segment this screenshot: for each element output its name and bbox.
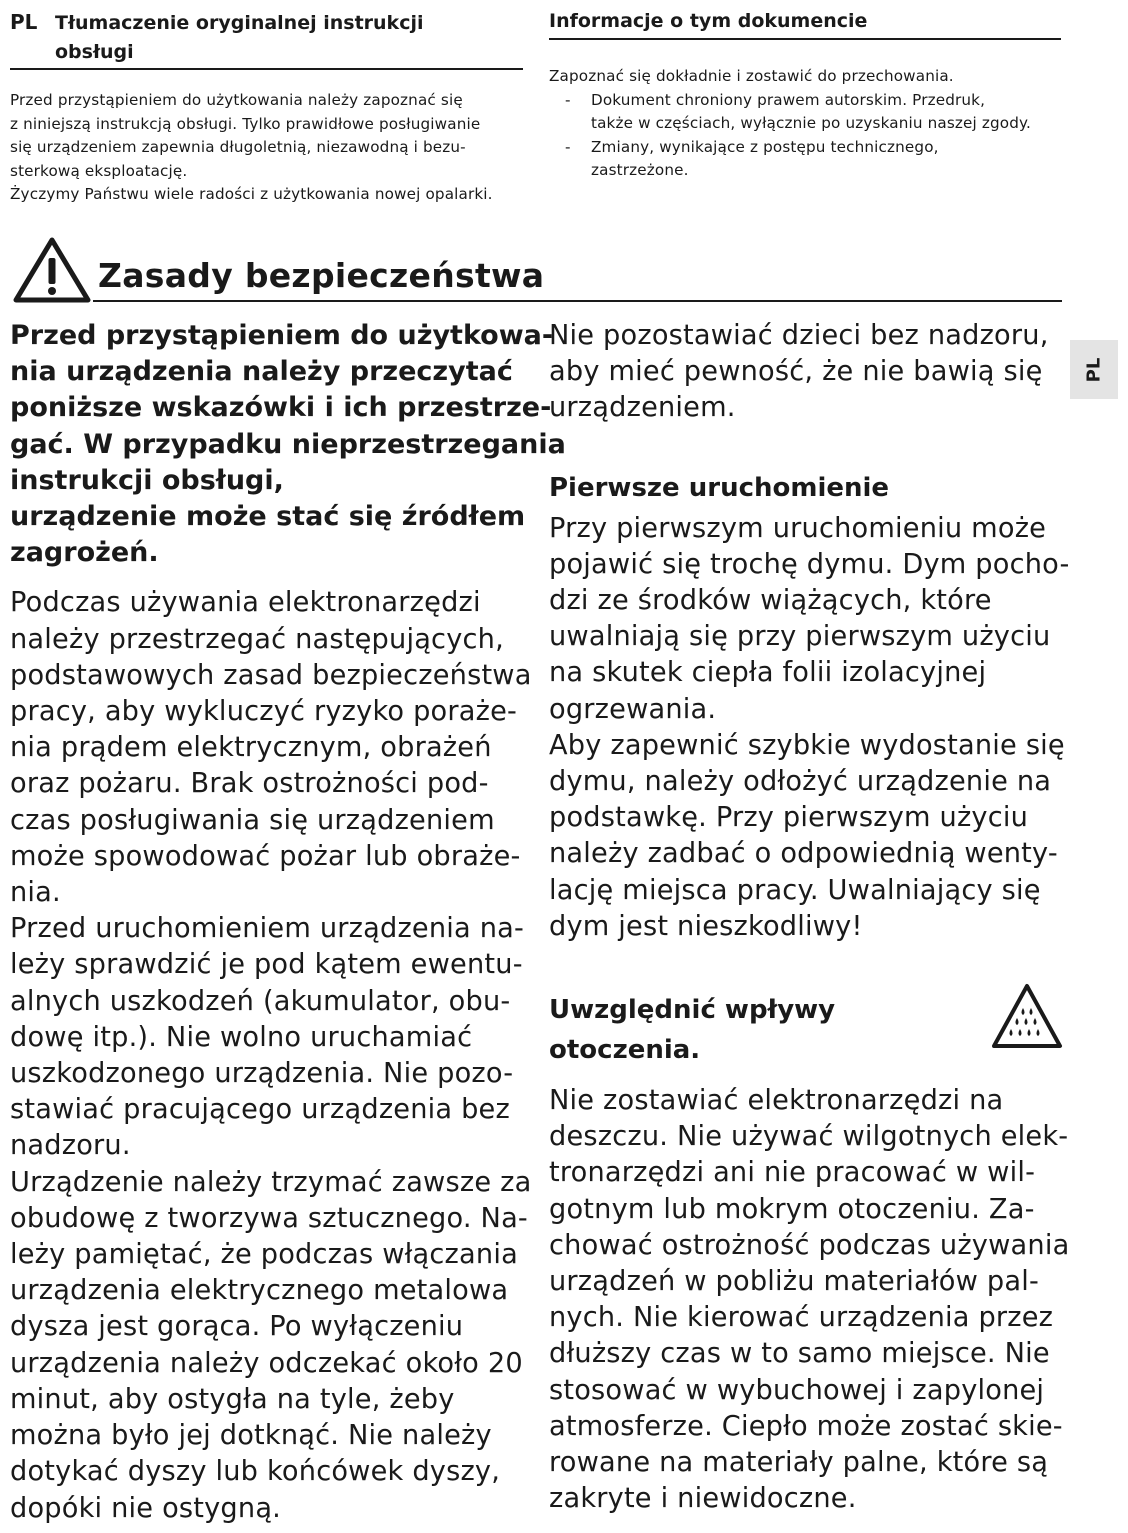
about-paragraph: Zapoznać się dokładnie i zostawić do przechowania. [549,67,954,85]
safety-lead [10,318,566,571]
about-list-item [549,136,1074,183]
intro-line: Życzymy Państwu wiele radości z użytkowania nowej opalarki. [10,185,493,204]
intro-line: Przed przystąpieniem do użytkowania należy zapoznać się [10,91,463,109]
rain-hazard-icon [990,982,1064,1050]
body-line: dowę itp.). Nie wolno uruchamiać [10,1021,473,1053]
body-line: urządzenia elektrycznego metalowa [10,1275,509,1307]
body-line: dym jest nieszkodliwy! [549,910,863,942]
body-line: zakryte i niewidoczne. [549,1483,857,1515]
body-line: deszczu. Nie używać wilgotnych elek- [549,1121,1069,1153]
body-line: urządzenia należy odczekać około 20 [10,1347,523,1379]
lead-line: nia urządzenia należy przeczytać [10,356,513,388]
first-use-heading: Pierwsze uruchomienie [549,472,890,503]
body-line: obudowę z tworzywa sztucznego. Na- [10,1202,528,1234]
language-side-tab [1070,340,1118,399]
intro-line: się urządzeniem zapewnia długoletnią, niezawodną i bezu- [10,138,466,157]
children-warning [549,318,1069,427]
lead-line: urządzenie może stać się źródłem [10,501,526,533]
body-line: Aby zapewnić szybkie wydostanie się [549,729,1065,761]
body-line: nadzoru. [10,1130,131,1162]
title-line-1: Tłumaczenie oryginalnej instrukcji [55,12,424,34]
body-line: lację miejsca pracy. Uwalniający się [549,874,1041,906]
body-line: nia. [10,877,61,909]
environment-heading-line: otoczenia. [549,1035,701,1066]
lead-line: poniższe wskazówki i ich przestrze- [10,392,552,424]
body-line: Podczas używania elektronarzędzi [10,587,481,619]
list-item-line: także w częściach, wyłącznie po uzyskaniu naszej zgody. [591,114,1031,133]
body-line: chować ostrożność podczas używania [549,1229,1070,1261]
body-line: podstawowych zasad bezpieczeństwa [10,659,532,691]
body-line: dopóki nie ostygną. [10,1492,282,1524]
body-line: nych. Nie kierować urządzenia przez [549,1302,1054,1334]
body-line: pojawić się trochę dymu. Dym pocho- [549,548,1070,580]
list-item-line: Zmiany, wynikające z postępu technicznego, [591,137,939,156]
about-list-item [549,89,1074,136]
body-line: urządzeń w pobliżu materiałów pal- [549,1266,1039,1298]
body-line: stawiać pracującego urządzenia bez [10,1094,510,1126]
header-rule-left [10,68,523,70]
lead-line: zagrożeń. [10,537,159,569]
list-dash: - [565,90,571,109]
safety-body [10,585,540,1526]
lead-line: gać. W przypadku nieprzestrzegania [10,428,566,460]
list-dash: - [565,137,571,156]
body-line: leży pamiętać, że podczas włączania [10,1239,518,1271]
warning-triangle-icon [12,236,92,304]
body-line: aby mieć pewność, że nie bawią się [549,356,1043,388]
body-line: Nie pozostawiać dzieci bez nadzoru, [549,320,1049,351]
lead-line: Przed przystąpieniem do użytkowa- [10,320,554,351]
body-line: uwalniają się przy pierwszym użyciu [549,621,1051,653]
first-use-body [549,511,1069,945]
body-line: dzi ze środków wiążących, które [549,585,992,617]
about-title: Informacje o tym dokumencie [549,10,868,32]
body-line: nia prądem elektrycznym, obrażeń [10,732,492,764]
side-tab-label: PL [1083,357,1105,382]
body-line: Urządzenie należy trzymać zawsze za [10,1166,532,1198]
language-code: PL [10,10,38,34]
body-line: ogrzewania. [549,693,717,725]
body-line: Przed uruchomieniem urządzenia na- [10,913,525,945]
body-line: gotnym lub mokrym otoczeniu. Za- [549,1193,1035,1225]
section-title: Zasady bezpieczeństwa [98,256,545,295]
body-line: można było jej dotknąć. Nie należy [10,1420,492,1452]
body-line: uszkodzonego urządzenia. Nie pozo- [10,1058,514,1090]
list-item-line: Dokument chroniony prawem autorskim. Przedruk, [591,90,986,109]
body-line: czas posługiwania się urządzeniem [10,804,495,836]
body-line: dotykać dyszy lub końcówek dyszy, [10,1456,501,1488]
body-line: alnych uszkodzeń (akumulator, obu- [10,985,511,1017]
document-title [10,8,523,67]
body-line: rowane na materiały palne, które są [549,1447,1049,1479]
body-line: podstawkę. Przy pierwszym użyciu [549,802,1029,834]
body-line: Przy pierwszym uruchomieniu może [549,512,1047,544]
right-column [549,318,1069,1517]
body-line: atmosferze. Ciepło może zostać skie- [549,1410,1063,1442]
intro-line: z niniejszą instrukcją obsługi. Tylko prawidłowe posługiwanie [10,114,481,133]
body-line: może spowodować pożar lub obraże- [10,840,521,872]
body-line: pracy, aby wykluczyć ryzyko poraże- [10,696,518,728]
intro-paragraph [10,89,535,207]
body-line: Nie zostawiać elektronarzędzi na [549,1085,1004,1117]
header-rule-right [549,38,1061,40]
title-line-2: obsługi [55,41,134,63]
body-line: dysza jest gorąca. Po wyłączeniu [10,1311,464,1343]
body-line: należy przestrzegać następujących, [10,623,504,655]
body-line: na skutek ciepła folii izolacyjnej [549,657,987,689]
body-line: dłuższy czas w to samo miejsce. Nie [549,1338,1050,1370]
lead-line: instrukcji obsługi, [10,464,284,496]
section-rule [93,300,1062,302]
body-line: tronarzędzi ani nie pracować w wil- [549,1157,1036,1189]
body-line: leży sprawdzić je pod kątem ewentu- [10,949,523,981]
about-block [549,65,1074,183]
body-line: dymu, należy odłożyć urządzenie na [549,766,1052,798]
body-line: stosować w wybuchowej i zapylonej [549,1374,1045,1406]
body-line: minut, aby ostygła na tyle, żeby [10,1383,455,1415]
environment-heading-line: Uwzględnić wpływy [549,995,836,1026]
intro-line: sterkową eksploatację. [10,161,188,180]
environment-body [549,1083,1069,1517]
body-line: oraz pożaru. Brak ostrożności pod- [10,768,489,800]
list-item-line: zastrzeżone. [591,161,689,180]
body-line: urządzeniem. [549,392,736,424]
left-column [10,318,566,1527]
body-line: należy zadbać o odpowiednią wenty- [549,838,1058,870]
